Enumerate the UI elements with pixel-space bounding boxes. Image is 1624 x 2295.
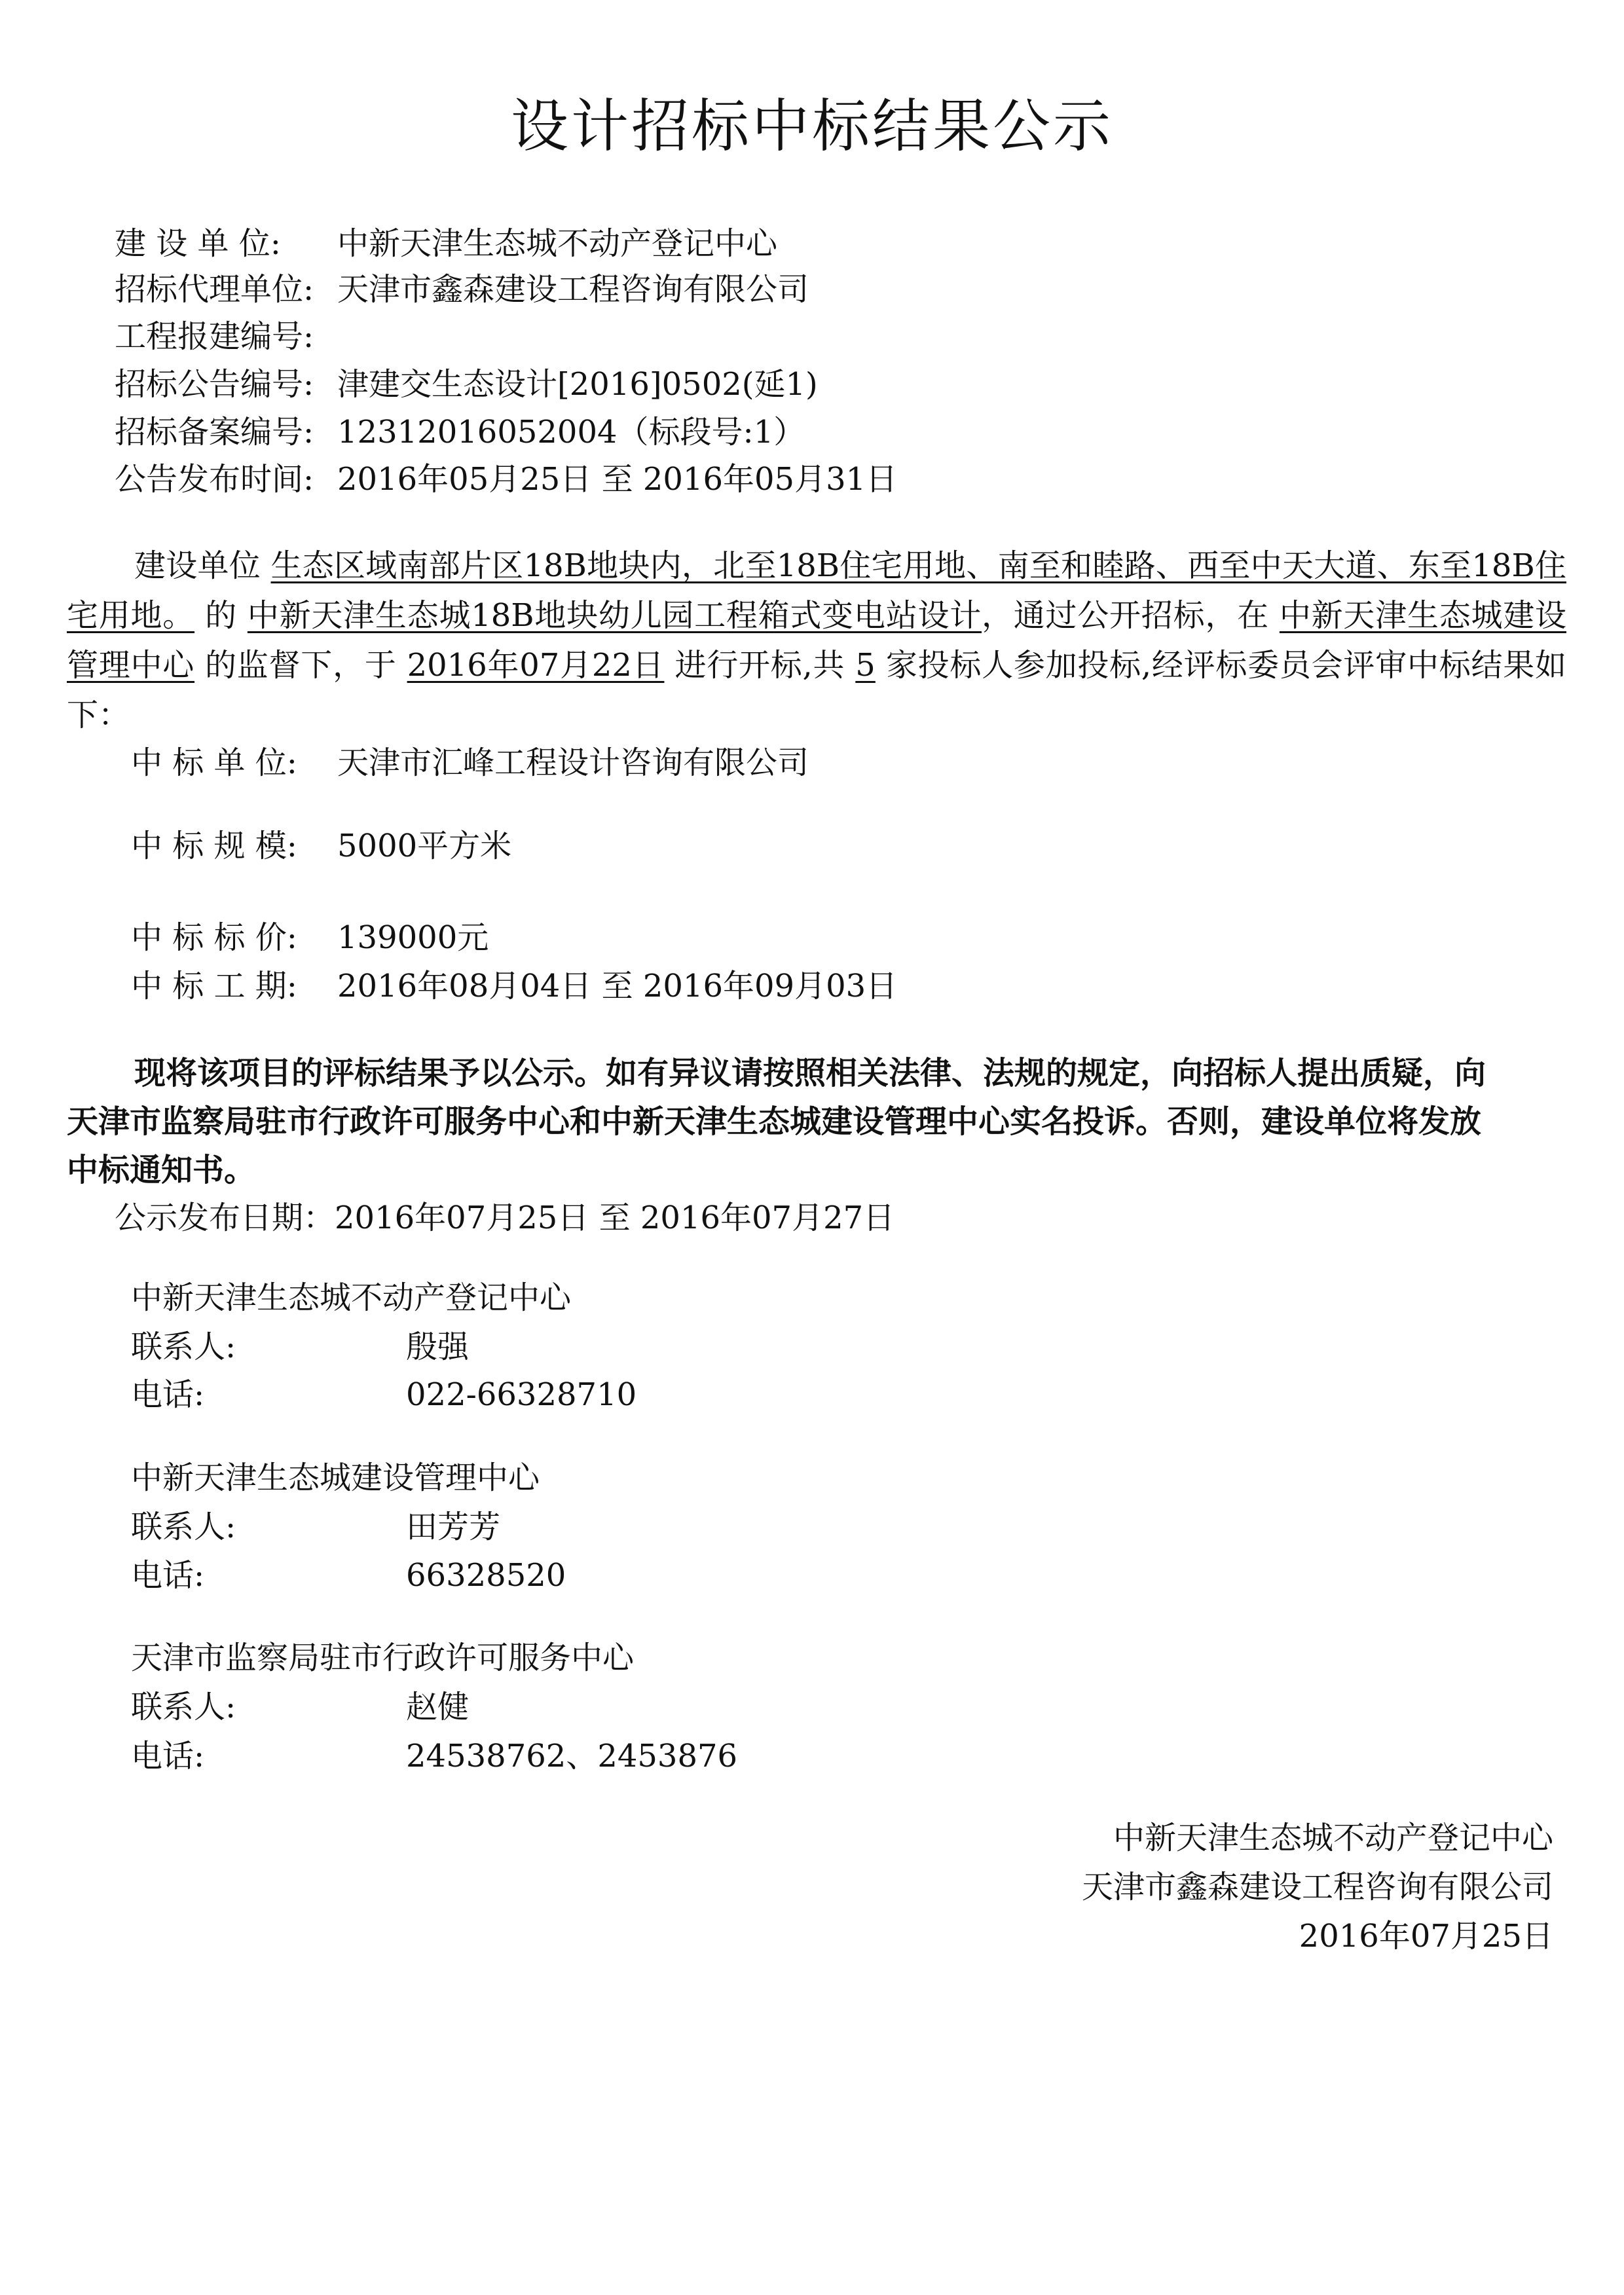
bidder-count: 5 <box>855 647 876 684</box>
contact-person-row <box>131 1506 501 1548</box>
contact-phone-row <box>131 1554 566 1596</box>
contact-person-label: 联系人: <box>131 1329 236 1365</box>
contact-phone-label: 电话: <box>131 1738 205 1774</box>
contact-person-label: 联系人: <box>131 1509 236 1545</box>
field-construction-unit <box>115 223 777 265</box>
price-label: 中 标 标 价: <box>131 919 297 956</box>
field-label: 公告发布时间: <box>115 461 314 498</box>
winner-label: 中 标 单 位: <box>131 744 297 781</box>
field-label: 工程报建编号: <box>115 318 314 355</box>
field-announcement-period <box>115 458 897 500</box>
contact-phone-label: 电话: <box>131 1557 205 1594</box>
publish-period: 公示发布日期：2016年07月25日 至 2016年07月27日 <box>115 1200 895 1236</box>
field-label: 建 设 单 位: <box>115 225 281 262</box>
contact-phone: 66328520 <box>406 1557 566 1594</box>
signature-org-1: 中新天津生态城不动产登记中心 <box>1113 1820 1553 1856</box>
contact-phone-row <box>131 1374 637 1416</box>
period-value: 2016年08月04日 至 2016年09月03日 <box>337 968 898 1004</box>
field-announcement-number <box>115 363 818 405</box>
field-value: 天津市鑫森建设工程咨询有限公司 <box>337 271 809 308</box>
signature-org-2: 天津市鑫森建设工程咨询有限公司 <box>1081 1869 1553 1905</box>
contact-person-row <box>131 1326 470 1368</box>
contact-person-row <box>131 1686 470 1728</box>
intro-text: 家投标人参加投标,经评标委员会评审中标结果如下： <box>67 647 1566 733</box>
intro-text: ，通过公开招标，在 <box>982 597 1280 634</box>
contact-person-label: 联系人: <box>131 1689 236 1725</box>
winner-row <box>131 742 809 784</box>
scale-value: 5000平方米 <box>337 828 512 864</box>
price-row <box>131 917 489 959</box>
signature-date: 2016年07月25日 <box>1299 1918 1553 1955</box>
project-name: 中新天津生态城18B地块幼儿园工程箱式变电站设计 <box>247 597 982 634</box>
field-filing-number <box>115 411 805 453</box>
opening-date: 2016年07月22日 <box>407 647 665 684</box>
contact-phone-label: 电话: <box>131 1376 205 1413</box>
contact-phone-row <box>131 1735 738 1777</box>
contact-person: 赵健 <box>406 1689 470 1725</box>
field-value: 12312016052004（标段号:1） <box>337 414 805 450</box>
field-label: 招标公告编号: <box>115 366 314 403</box>
contact-phone: 24538762、2453876 <box>406 1738 738 1774</box>
period-label: 中 标 工 期: <box>131 968 297 1004</box>
document-title: 设计招标中标结果公示 <box>510 92 1113 160</box>
field-label: 招标备案编号: <box>115 414 314 450</box>
supervising-agency: 中新天津生态城建设管理中心 <box>67 597 1566 684</box>
field-agency <box>115 268 809 310</box>
field-value: 津建交生态设计[2016]0502(延1) <box>337 366 818 403</box>
contact-org: 中新天津生态城建设管理中心 <box>131 1460 540 1496</box>
field-label: 招标代理单位: <box>115 271 314 308</box>
project-location: 生态区域南部片区18B地块内，北至18B住宅用地、南至和睦路、西至中天大道、东至18B住宅用地。 <box>67 547 1566 634</box>
contact-org: 天津市监察局驻市行政许可服务中心 <box>131 1640 635 1676</box>
notice-paragraph: 现将该项目的评标结果予以公示。如有异议请按照相关法律、法规的规定，向招标人提出质疑，向天津市监察局驻市行政许可服务中心和中新天津生态城建设管理中心实名投诉。否则，建设单位将发放中标通知书。 <box>67 1055 1486 1188</box>
field-value: 2016年05月25日 至 2016年05月31日 <box>337 461 898 498</box>
scale-label: 中 标 规 模: <box>131 828 297 864</box>
contact-phone: 022-66328710 <box>406 1376 637 1413</box>
contact-org: 中新天津生态城不动产登记中心 <box>131 1279 572 1316</box>
price-value: 139000元 <box>337 919 489 956</box>
intro-text: 的 <box>194 597 248 634</box>
scale-row <box>131 825 511 867</box>
intro-paragraph <box>67 541 1566 740</box>
contact-person: 田芳芳 <box>406 1509 501 1545</box>
contact-person: 殷强 <box>406 1329 470 1365</box>
field-value: 中新天津生态城不动产登记中心 <box>337 225 778 262</box>
winner-value: 天津市汇峰工程设计咨询有限公司 <box>337 744 809 781</box>
period-row <box>131 965 897 1007</box>
field-project-number <box>115 316 337 358</box>
intro-text: 进行开标,共 <box>664 647 856 684</box>
intro-text: 的监督下，于 <box>194 647 407 684</box>
intro-text: 建设单位 <box>134 547 271 584</box>
